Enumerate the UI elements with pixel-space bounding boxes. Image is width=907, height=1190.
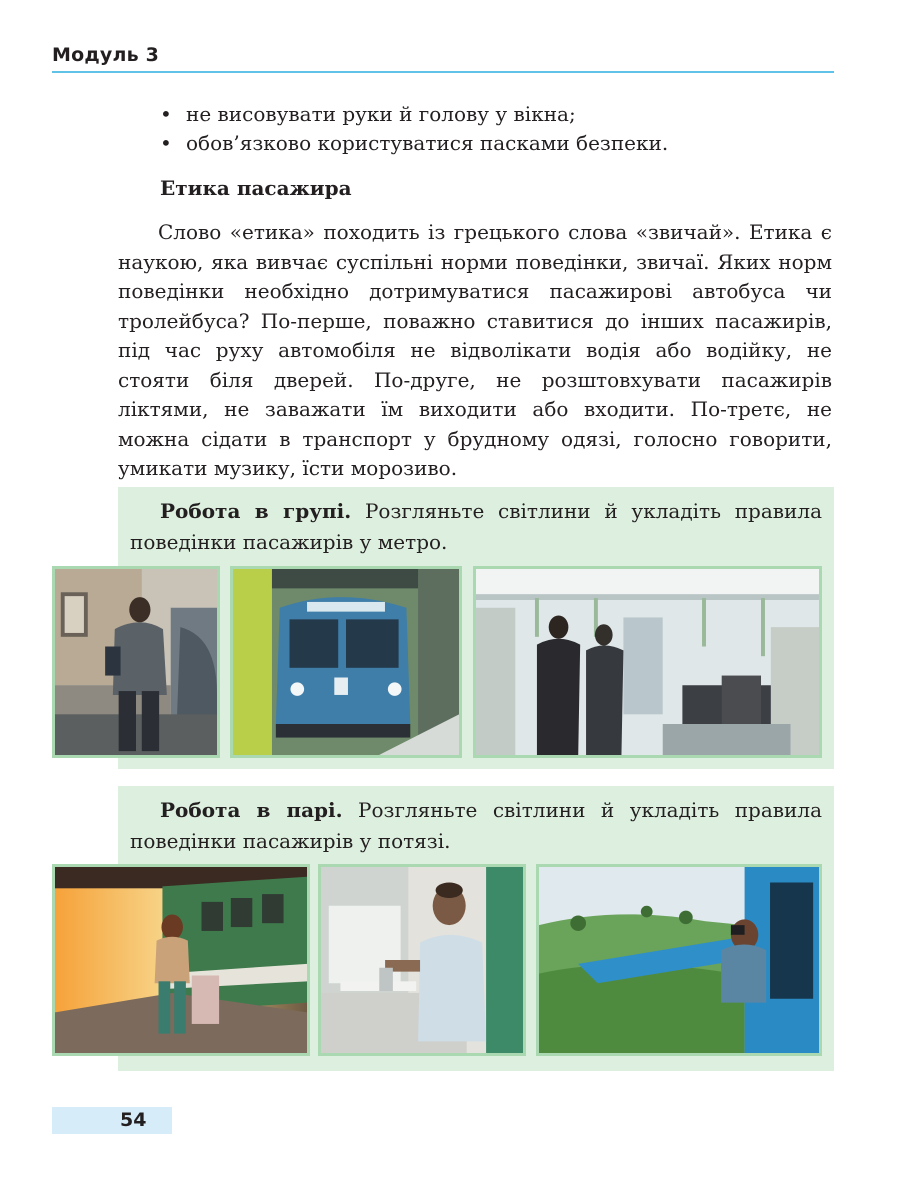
ethics-paragraph: Слово «етика» походить із грецького слова «звичай». Етика є наукою, яка вивчає суспільні норми поведінки, звичаї. Яких норм поведінки необхідно дотримуватися пасажирові автобуса чи тролейбуса? По-перше, поважно ставитися до інших пасажирів, під час руху автомобіля не відволікати водія або водійку, не стояти біля дверей. По-друге, не розштовхувати пасажирів ліктями, не заважати їм виходити або входити. По-третє, не можна сідати в транспорт у брудному одязі, голосно говорити, умикати музику, їсти морозиво. xyxy=(118,220,832,480)
bullet-dot-icon: • xyxy=(160,131,172,155)
module-label: Модуль 3 xyxy=(52,44,160,66)
header-rule xyxy=(52,71,834,73)
bullet-item xyxy=(160,100,668,129)
pair-task-label: Робота в парі. xyxy=(160,798,343,822)
bullet-text: не висовувати руки й голову у вікна; xyxy=(186,102,576,126)
page-number: 54 xyxy=(120,1109,147,1131)
group-task-instruction: Розгляньте світлини й укладіть правила поведінки пасажирів у метро. xyxy=(130,499,822,554)
pair-task-text xyxy=(130,795,822,857)
safety-bullet-list xyxy=(160,100,668,158)
metro-train-photo xyxy=(230,566,462,758)
train-laptop-photo xyxy=(318,864,526,1056)
metro-escalator-photo xyxy=(52,566,220,758)
group-task-text xyxy=(130,496,822,558)
bullet-item xyxy=(160,129,668,158)
train-window-photo xyxy=(536,864,822,1056)
pair-task-instruction: Розгляньте світлини й укладіть правила поведінки пасажирів у потязі. xyxy=(130,798,823,853)
train-platform-photo xyxy=(52,864,310,1056)
bullet-text: обов’язково користуватися пасками безпеки. xyxy=(186,131,669,155)
bullet-dot-icon: • xyxy=(160,102,172,126)
page-number-band xyxy=(52,1107,172,1134)
section-heading: Етика пасажира xyxy=(160,176,352,200)
metro-carriage-photo xyxy=(473,566,822,758)
group-task-label: Робота в групі. xyxy=(160,499,352,523)
